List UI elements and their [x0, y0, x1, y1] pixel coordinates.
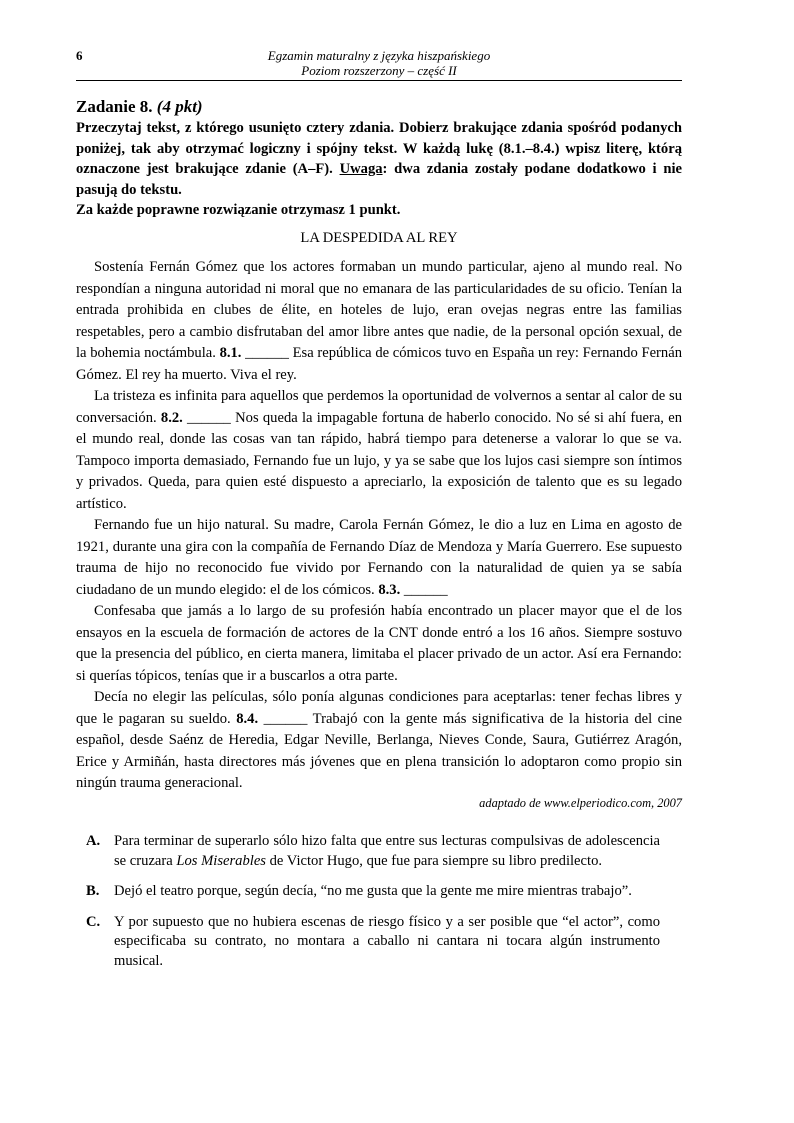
article-paragraph	[76, 687, 682, 795]
gap-8-2: 8.2.	[160, 409, 183, 426]
option-text-part: Para terminar de superarlo sólo hizo falta que entre sus lecturas compulsivas de adolescencia se cruzara	[114, 833, 660, 869]
paragraph-text: ______ Nos queda la impagable fortuna de haberlo conocido. No sé si ahí fuera, en el mundo real, donde las cosas van tan rápido, habrá tiempo para detenerse a valorar lo que se va. Tampoco importa demasiado, Fernando fue un lujo, y ya se sabe que los lujos casi siempre son íntimos y privados. Queda, para quien esté dispuesto a apreciarlo, la exposición de talento que es su legado artístico.	[76, 409, 682, 512]
article-source: adaptado de www.elperiodico.com, 2007	[479, 795, 682, 810]
option-letter: C.	[86, 913, 101, 930]
option-a	[86, 832, 660, 871]
gap-8-1: 8.1.	[219, 345, 242, 361]
task-instruction	[76, 118, 682, 200]
paragraph-text: La tristeza es infinita para aquellos que perdemos la oportunidad de volvernos a sentar al calor de su conversación.	[76, 388, 682, 426]
instruction-uwaga: Uwaga	[339, 161, 383, 177]
instruction-part-b: : dwa zdania zostały podane dodatkowo i nie pasują do tekstu.	[76, 161, 682, 198]
article-paragraph: Confesaba que jamás a lo largo de su profesión había encontrado un placer mayor que el de los ensayos en la escuela de formación de actores de la CNT donde entró a los 16 años. Siempre sostuvo que la presencia del público, en cierta manera, limitaba el placer privado de un actor. Así era Fernando: si querías tópicos, tenías que ir a buscarlos a otra parte.	[76, 603, 682, 684]
option-letter: B.	[86, 883, 100, 899]
exam-title	[76, 48, 682, 78]
task-points: (4 pkt)	[156, 97, 203, 116]
answer-options	[86, 832, 660, 982]
option-text: Y por supuesto que no hubiera escenas de riesgo físico y a ser posible que “el actor”, como especificaba su contrato, no montara a caballo ni cantara ni tocara algún instrumento musical.	[114, 913, 660, 969]
paragraph-text: Fernando fue un hijo natural. Su madre, Carola Fernán Gómez, le dio a luz en Lima en agosto de 1921, durante una gira con la compañía de Fernando Díaz de Mendoza y María Guerrero. Ese supuesto trauma de hijo no reconocido fue vivido por Fernando con la naturalidad de quien ya se sabía ciudadano de un mundo elegido: el de los cómicos.	[76, 517, 682, 598]
task-scoring-note: Za każde poprawne rozwiązanie otrzymasz 1 punkt.	[76, 202, 401, 218]
paragraph-text: ______ Esa república de cómicos tuvo en España un rey: Fernando Fernán Gómez. El rey ha muerto. Viva el rey.	[76, 345, 682, 383]
option-text: Dejó el teatro porque, según decía, “no me gusta que la gente me mire mientras trabajo”.	[114, 883, 632, 899]
task-title	[76, 96, 682, 117]
task-number: Zadanie 8.	[76, 97, 153, 116]
instruction-part-a: Przeczytaj tekst, z którego usunięto cztery zdania. Dobierz brakujące zdania spośród podanych poniżej, tak aby otrzymać logiczny i spójny tekst. W każdą lukę (8.1.–8.4.) wpisz literę, którą oznaczone jest brakujące zdanie (A–F).	[76, 120, 682, 177]
option-text	[114, 832, 660, 871]
article-paragraph	[76, 515, 682, 601]
task-block	[76, 96, 682, 221]
article-paragraph	[76, 386, 682, 515]
paragraph-text: Sostenía Fernán Gómez que los actores formaban un mundo particular, ajeno al mundo real. No respondían a ninguna autoridad ni moral que no emanara de las particularidades de su oficio. Tenían la entrada prohibida en clubes de élite, en hoteles de lujo, eran ovejas negras entre las familias respetables, pero a cambio disfrutaban del amor libre antes que nadie, de la personal opción sexual, de la bohemia noctámbula.	[76, 259, 682, 361]
page-number: 6	[76, 48, 83, 63]
gap-8-3: 8.3.	[378, 581, 401, 598]
paragraph-text: ______ Trabajó con la gente más significativa de la historia del cine español, desde Saénz de Heredia, Edgar Neville, Berlanga, Nieves Conde, Saura, Gutiérrez Aragón, Erice y Armiñán, hasta directores más jóvenes que en plena transición lo adoptaron como propio sin ningún trauma generacional.	[76, 710, 682, 791]
article-body	[76, 257, 682, 811]
exam-title-line1: Egzamin maturalny z języka hiszpańskiego	[267, 48, 491, 63]
article-paragraph	[76, 257, 682, 386]
article-title: LA DESPEDIDA AL REY	[300, 230, 458, 246]
book-title: Los Miserables	[176, 852, 266, 869]
exam-title-line2: Poziom rozszerzony – część II	[301, 63, 457, 78]
option-c	[86, 913, 660, 972]
option-text-part: de Victor Hugo, que fue para siempre su libro predilecto.	[265, 852, 603, 869]
paragraph-text: ______	[400, 581, 448, 598]
paragraph-text: Decía no elegir las películas, sólo ponía algunas condiciones para aceptarlas: tener fechas libres y que le pagaran su sueldo.	[76, 689, 682, 727]
option-letter: A.	[86, 833, 101, 849]
gap-8-4: 8.4.	[236, 710, 259, 727]
page-header	[76, 46, 682, 81]
option-b	[86, 882, 660, 902]
